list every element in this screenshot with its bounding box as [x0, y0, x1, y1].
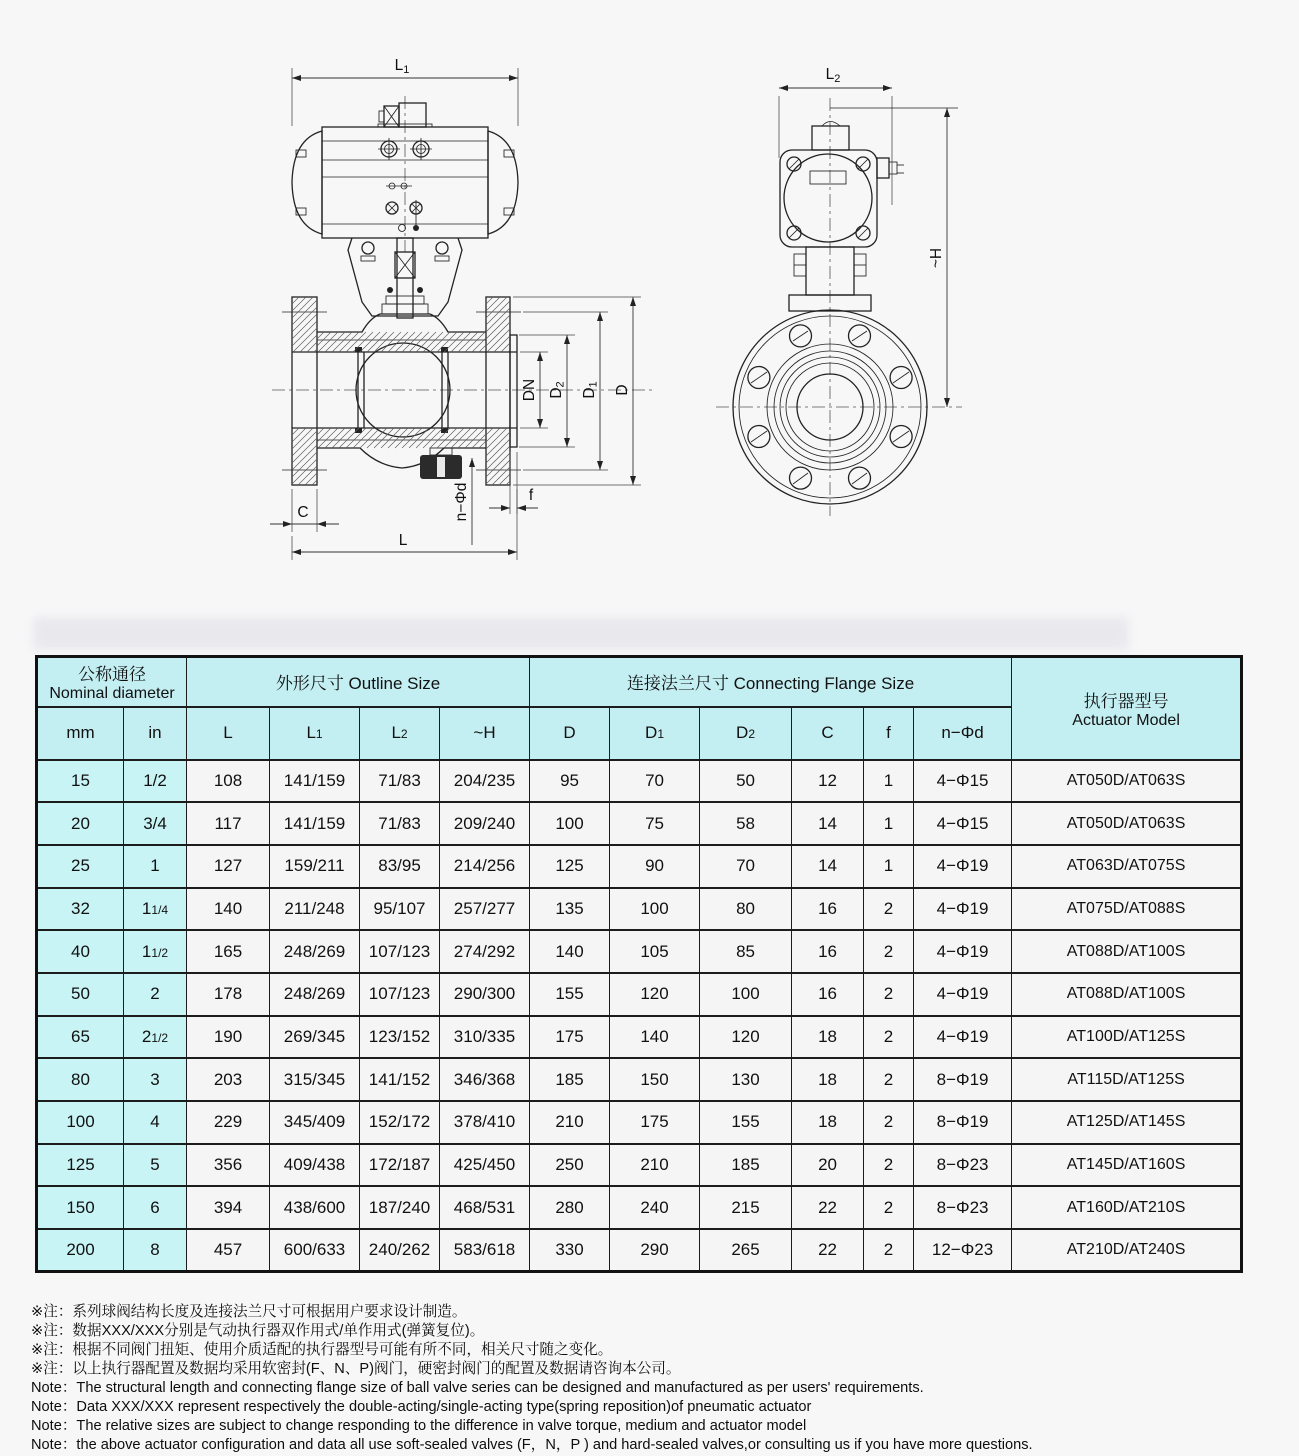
dim-label-l2: L2: [825, 66, 841, 85]
dimension-cell: 8−Φ23: [914, 1144, 1012, 1187]
dimension-cell: 71/83: [360, 802, 440, 845]
group-label-en: Nominal diameter: [49, 685, 175, 703]
table-row: [37, 1058, 1242, 1101]
dim-label-d: D: [614, 384, 631, 396]
dimension-cell: 18: [792, 1058, 864, 1101]
dimension-cell: 583/618: [440, 1229, 530, 1272]
dimension-cell: 8−Φ19: [914, 1101, 1012, 1144]
side-view: [716, 66, 962, 516]
dimension-cell: 394: [187, 1186, 270, 1229]
table-row: [37, 888, 1242, 931]
dimension-cell: 210: [530, 1101, 610, 1144]
dimension-cell: 203: [187, 1058, 270, 1101]
dimension-cell: 12−Φ23: [914, 1229, 1012, 1272]
col-header-L: L: [187, 707, 270, 760]
group-label-zh: 执行器型号: [1083, 691, 1169, 711]
dimension-cell: 211/248: [270, 888, 360, 931]
dim-label-d1: D1: [581, 381, 600, 399]
dimension-cell: 83/95: [360, 845, 440, 888]
dimension-cell: 310/335: [440, 1016, 530, 1059]
dimension-cell: 21/2: [124, 1016, 187, 1059]
dimension-cell: 70: [610, 760, 700, 803]
dimension-cell: 8−Φ19: [914, 1058, 1012, 1101]
dimension-cell: 16: [792, 973, 864, 1016]
dimension-cell: 11/4: [124, 888, 187, 931]
dimension-cell: 75: [610, 802, 700, 845]
dimension-cell: 4−Φ19: [914, 888, 1012, 931]
dimension-cell: 290: [610, 1229, 700, 1272]
dimension-cell: 2: [864, 930, 914, 973]
dimension-cell: 65: [37, 1016, 124, 1059]
dim-label-d2: D2: [548, 381, 567, 399]
actuator-model-cell: AT160D/AT210S: [1012, 1186, 1242, 1229]
dimension-cell: 40: [37, 930, 124, 973]
dimension-cell: 90: [610, 845, 700, 888]
dimension-cell: 127: [187, 845, 270, 888]
dimension-cell: 178: [187, 973, 270, 1016]
dimension-table: [35, 655, 1243, 1273]
dimension-cell: 141/159: [270, 760, 360, 803]
dimension-cell: 1: [124, 845, 187, 888]
dimension-cell: 22: [792, 1229, 864, 1272]
dimension-cell: 4: [124, 1101, 187, 1144]
dimension-cell: 2: [864, 1186, 914, 1229]
table-row: [37, 845, 1242, 888]
table-row: [37, 1101, 1242, 1144]
actuator-model-cell: AT088D/AT100S: [1012, 973, 1242, 1016]
group-label-zh: 公称通径: [78, 665, 146, 685]
col-header-L1: L1: [270, 707, 360, 760]
dimension-cell: 229: [187, 1101, 270, 1144]
col-group-actuator-model: [1012, 657, 1242, 760]
table-row: [37, 760, 1242, 803]
col-header-C: C: [792, 707, 864, 760]
dimension-cell: 209/240: [440, 802, 530, 845]
dimension-cell: 58: [700, 802, 792, 845]
dimension-cell: 18: [792, 1101, 864, 1144]
col-group-connecting-flange-size: 连接法兰尺寸 Connecting Flange Size: [530, 657, 1012, 707]
dimension-cell: 159/211: [270, 845, 360, 888]
dimension-cell: 8−Φ23: [914, 1186, 1012, 1229]
dimension-cell: 2: [864, 1058, 914, 1101]
dimension-cell: 165: [187, 930, 270, 973]
dimension-cell: 185: [530, 1058, 610, 1101]
dimension-cell: 95/107: [360, 888, 440, 931]
dimension-cell: 4−Φ15: [914, 760, 1012, 803]
dimension-cell: 107/123: [360, 973, 440, 1016]
dim-label-dn: DN: [521, 378, 538, 402]
dim-label-n-phi-d: n−Φd: [453, 482, 470, 522]
actuator-model-cell: AT075D/AT088S: [1012, 888, 1242, 931]
dimension-cell: 2: [864, 1229, 914, 1272]
dimension-cell: 108: [187, 760, 270, 803]
dimension-cell: 12: [792, 760, 864, 803]
front-view: [270, 57, 655, 560]
col-header-n-phi-d: n−Φd: [914, 707, 1012, 760]
dimension-cell: 330: [530, 1229, 610, 1272]
note-line: Note：The structural length and connecting flange size of ball valve series can be designed and manufactured as per users' requirements.: [31, 1380, 924, 1396]
col-header-L2: L2: [360, 707, 440, 760]
dimension-cell: 175: [610, 1101, 700, 1144]
dimension-cell: 120: [700, 1016, 792, 1059]
dimension-cell: 123/152: [360, 1016, 440, 1059]
actuator-model-cell: AT050D/AT063S: [1012, 802, 1242, 845]
dimension-cell: 356: [187, 1144, 270, 1187]
dim-label-h: ~H: [928, 247, 945, 269]
dimension-cell: 141/152: [360, 1058, 440, 1101]
dimension-cell: 117: [187, 802, 270, 845]
note-line: Note：the above actuator configuration and data all use soft-sealed valves (F，N，P ) and hard-sealed valves,or consulting us if you have more questions.: [31, 1437, 1033, 1453]
dimension-cell: 152/172: [360, 1101, 440, 1144]
dimension-cell: 135: [530, 888, 610, 931]
dimension-cell: 80: [37, 1058, 124, 1101]
dimension-cell: 80: [700, 888, 792, 931]
dim-label-l: L: [398, 532, 408, 549]
dimension-cell: 15: [37, 760, 124, 803]
dimension-cell: 250: [530, 1144, 610, 1187]
dimension-cell: 50: [700, 760, 792, 803]
dimension-cell: 4−Φ15: [914, 802, 1012, 845]
dimension-cell: 175: [530, 1016, 610, 1059]
dimension-cell: 95: [530, 760, 610, 803]
col-header-D1: D1: [610, 707, 700, 760]
dimension-cell: 85: [700, 930, 792, 973]
dimension-cell: 190: [187, 1016, 270, 1059]
dimension-cell: 120: [610, 973, 700, 1016]
col-header-H: ~H: [440, 707, 530, 760]
dimension-cell: 2: [864, 973, 914, 1016]
dimension-cell: 6: [124, 1186, 187, 1229]
dimension-cell: 150: [37, 1186, 124, 1229]
dimension-cell: 274/292: [440, 930, 530, 973]
dimension-cell: 150: [610, 1058, 700, 1101]
col-header-in: in: [124, 707, 187, 760]
dimension-cell: 1: [864, 802, 914, 845]
dimension-cell: 425/450: [440, 1144, 530, 1187]
dimension-cell: 248/269: [270, 973, 360, 1016]
dimension-cell: 248/269: [270, 930, 360, 973]
dimension-cell: 140: [610, 1016, 700, 1059]
dimension-cell: 25: [37, 845, 124, 888]
dimension-cell: 125: [37, 1144, 124, 1187]
table-row: [37, 973, 1242, 1016]
dimension-cell: 214/256: [440, 845, 530, 888]
dimension-cell: 345/409: [270, 1101, 360, 1144]
dimension-cell: 16: [792, 930, 864, 973]
dimension-cell: 14: [792, 802, 864, 845]
dimension-cell: 187/240: [360, 1186, 440, 1229]
table-body: [37, 760, 1242, 1272]
dimension-cell: 4−Φ19: [914, 1016, 1012, 1059]
dimension-cell: 50: [37, 973, 124, 1016]
actuator-model-cell: AT210D/AT240S: [1012, 1229, 1242, 1272]
dimension-cell: 265: [700, 1229, 792, 1272]
dim-label-c: C: [297, 504, 309, 521]
dimension-cell: 18: [792, 1016, 864, 1059]
col-header-mm: mm: [37, 707, 124, 760]
dimension-cell: 215: [700, 1186, 792, 1229]
dim-label-f: f: [528, 487, 534, 504]
actuator-model-cell: AT125D/AT145S: [1012, 1101, 1242, 1144]
dimension-cell: 269/345: [270, 1016, 360, 1059]
dimension-cell: 14: [792, 845, 864, 888]
dimension-cell: 2: [864, 1101, 914, 1144]
col-group-outline-size: 外形尺寸 Outline Size: [187, 657, 530, 707]
dimension-cell: 185: [700, 1144, 792, 1187]
dimension-cell: 210: [610, 1144, 700, 1187]
col-header-D: D: [530, 707, 610, 760]
dimension-cell: 100: [700, 973, 792, 1016]
table-row: [37, 1229, 1242, 1272]
technical-drawing: [0, 0, 1299, 612]
note-line: ※注：数据XXX/XXX分别是气动执行器双作用式/单作用式(弹簧复位)。: [31, 1323, 485, 1339]
dimension-cell: 600/633: [270, 1229, 360, 1272]
dimension-cell: 22: [792, 1186, 864, 1229]
dimension-cell: 346/368: [440, 1058, 530, 1101]
note-line: Note：The relative sizes are subject to change responding to the difference in valve torque, medium and actuator model: [31, 1418, 807, 1434]
dimension-cell: 100: [37, 1101, 124, 1144]
dimension-cell: 32: [37, 888, 124, 931]
dimension-cell: 204/235: [440, 760, 530, 803]
dimension-cell: 140: [530, 930, 610, 973]
col-group-nominal-diameter: [37, 657, 187, 707]
dimension-cell: 3/4: [124, 802, 187, 845]
table-row: [37, 1186, 1242, 1229]
dimension-cell: 5: [124, 1144, 187, 1187]
dimension-cell: 155: [700, 1101, 792, 1144]
dimension-cell: 16: [792, 888, 864, 931]
dimension-cell: 2: [864, 1144, 914, 1187]
dimension-cell: 8: [124, 1229, 187, 1272]
table-row: [37, 1144, 1242, 1187]
dimension-cell: 240/262: [360, 1229, 440, 1272]
dimension-cell: 438/600: [270, 1186, 360, 1229]
dimension-cell: 290/300: [440, 973, 530, 1016]
actuator-model-cell: AT100D/AT125S: [1012, 1016, 1242, 1059]
dimension-cell: 105: [610, 930, 700, 973]
group-label-en: Actuator Model: [1072, 711, 1180, 729]
actuator-model-cell: AT063D/AT075S: [1012, 845, 1242, 888]
actuator-model-cell: AT050D/AT063S: [1012, 760, 1242, 803]
dimension-cell: 172/187: [360, 1144, 440, 1187]
dimension-cell: 2: [124, 973, 187, 1016]
dimension-cell: 140: [187, 888, 270, 931]
dimension-cell: 409/438: [270, 1144, 360, 1187]
table-row: [37, 802, 1242, 845]
actuator-model-cell: AT088D/AT100S: [1012, 930, 1242, 973]
dimension-cell: 107/123: [360, 930, 440, 973]
dimension-cell: 20: [792, 1144, 864, 1187]
notes: [31, 1303, 1291, 1455]
dimension-cell: 71/83: [360, 760, 440, 803]
dimension-cell: 468/531: [440, 1186, 530, 1229]
dimension-cell: 130: [700, 1058, 792, 1101]
dimension-cell: 2: [864, 1016, 914, 1059]
dimension-cell: 315/345: [270, 1058, 360, 1101]
table-row: [37, 930, 1242, 973]
dimension-cell: 4−Φ19: [914, 973, 1012, 1016]
note-line: ※注：以上执行器配置及数据均采用软密封(F、N、P)阀门，硬密封阀门的配置及数据请咨询本公司。: [31, 1361, 681, 1377]
col-header-f: f: [864, 707, 914, 760]
actuator-model-cell: AT145D/AT160S: [1012, 1144, 1242, 1187]
dimension-cell: 1: [864, 760, 914, 803]
dimension-cell: 457: [187, 1229, 270, 1272]
dimension-cell: 240: [610, 1186, 700, 1229]
dimension-cell: 100: [530, 802, 610, 845]
dimension-cell: 155: [530, 973, 610, 1016]
dimension-cell: 100: [610, 888, 700, 931]
dimension-cell: 257/277: [440, 888, 530, 931]
note-line: ※注：根据不同阀门扭矩、使用介质适配的执行器型号可能有所不同，相关尺寸随之变化。: [31, 1342, 613, 1358]
dimension-cell: 378/410: [440, 1101, 530, 1144]
dim-label-l1: L1: [394, 57, 410, 76]
dimension-cell: 200: [37, 1229, 124, 1272]
dimension-cell: 4−Φ19: [914, 845, 1012, 888]
note-line: ※注：系列球阀结构长度及连接法兰尺寸可根据用户要求设计制造。: [31, 1304, 467, 1320]
dimension-cell: 11/2: [124, 930, 187, 973]
actuator-model-cell: AT115D/AT125S: [1012, 1058, 1242, 1101]
dimension-cell: 2: [864, 888, 914, 931]
dimension-cell: 4−Φ19: [914, 930, 1012, 973]
dimension-cell: 1/2: [124, 760, 187, 803]
dimension-cell: 141/159: [270, 802, 360, 845]
dimension-cell: 70: [700, 845, 792, 888]
note-line: Note：Data XXX/XXX represent respectively the double-acting/single-acting type(spring reposition)of pneumatic actuator: [31, 1399, 812, 1415]
dimension-cell: 125: [530, 845, 610, 888]
col-header-D2: D2: [700, 707, 792, 760]
dimension-cell: 1: [864, 845, 914, 888]
dimension-cell: 280: [530, 1186, 610, 1229]
ghost-text-band: [33, 617, 1129, 650]
dimension-cell: 20: [37, 802, 124, 845]
dimension-cell: 3: [124, 1058, 187, 1101]
table-row: [37, 1016, 1242, 1059]
